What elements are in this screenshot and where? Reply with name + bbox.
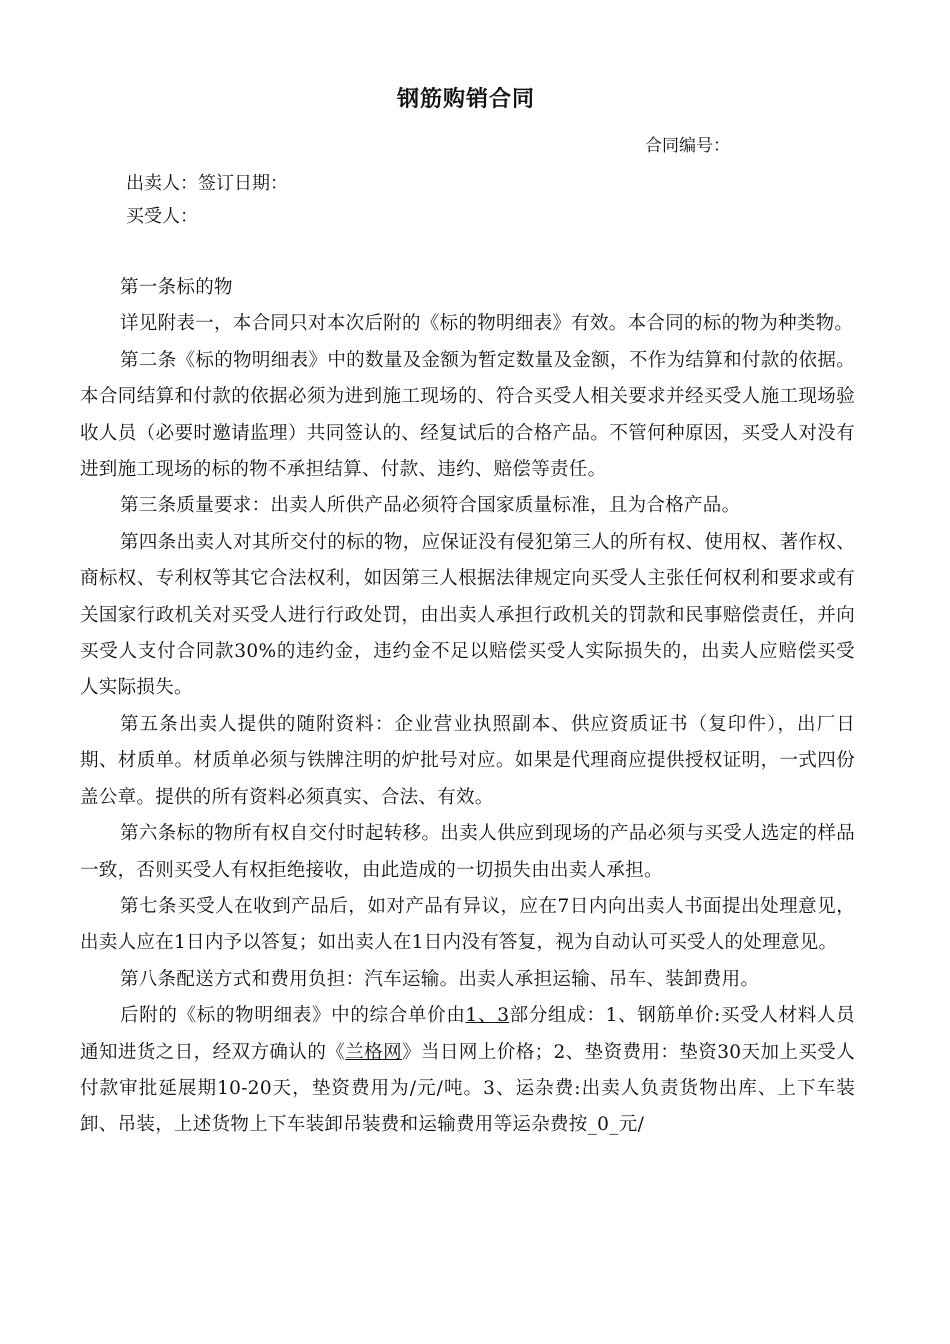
buyer-line: 买受人： (126, 206, 198, 227)
article-3-paragraph: 第三条质量要求：出卖人所供产品必须符合国家质量标准，且为合格产品。 (120, 495, 741, 517)
article-7-paragraph: 第七条买受人在收到产品后，如对产品有异议，应在7日内向出卖人书面提出处理意见，出卖人应在1日内予以答复；如出卖人在1日内没有答复，视为自动认可买受人的处理意见。 (80, 895, 855, 954)
article-8-paragraph: 第八条配送方式和费用负担：汽车运输。出卖人承担运输、吊车、装卸费用。 (120, 968, 760, 990)
price-site-underlined: 兰格网 (345, 1041, 403, 1063)
contract-body (80, 270, 855, 1144)
price-clause-text: 元/ (618, 1114, 645, 1136)
price-clause-paragraph (80, 998, 855, 1144)
price-clause-text: 部分组成：1、钢筋单价:买受人材料人员通知进货之日，经双方确认的《 (80, 1005, 855, 1063)
article-1-heading: 第一条标的物 (120, 277, 233, 298)
article-4-paragraph: 第四条出卖人对其所交付的标的物，应保证没有侵犯第三人的所有权、使用权、著作权、商标权、专利权等其它合法权利，如因第三人根据法律规定向买受人主张任何权利和要求或有关国家行政机关对买受人进行行政处罚，由出卖人承担行政机关的罚款和民事赔偿责任，并向买受人支付合同款30%的违约金，违约金不足以赔偿买受人实际损失的，出卖人应赔偿买受人实际损失。 (80, 531, 855, 699)
contract-number-label: 合同编号： (645, 136, 730, 156)
price-clause-text: 后附的《标的物明细表》中的综合单价由 (120, 1005, 466, 1027)
seller-line: 出卖人：签订日期： (126, 173, 288, 194)
article-1-paragraph: 详见附表一，本合同只对本次后附的《标的物明细表》有效。本合同的标的物为种类物。 (120, 313, 854, 335)
freight-value: _0_ (587, 1114, 619, 1136)
parts-range-underlined: 1、3 (465, 1005, 510, 1027)
document-title: 钢筋购销合同 (396, 87, 535, 112)
article-6-paragraph: 第六条标的物所有权自交付时起转移。出卖人供应到现场的产品必须与买受人选定的样品一致，否则买受人有权拒绝接收，由此造成的一切损失由出卖人承担。 (80, 823, 855, 881)
price-clause-text: 》当日网上价格；2、垫资费用：垫资30天加上买受人付款审批延展期10-20天，垫资费用为/元/吨。3、运杂费:出卖人负责货物出库、上下车装卸、吊装，上述货物上下车装卸吊装费和运输费用等运杂费按 (80, 1041, 856, 1136)
article-5-paragraph: 第五条出卖人提供的随附资料：企业营业执照副本、供应资质证书（复印件），出厂日期、材质单。材质单必须与铁牌注明的炉批号对应。如果是代理商应提供授权证明，一式四份盖公章。提供的所有资料必须真实、合法、有效。 (80, 713, 855, 808)
article-2-paragraph: 第二条《标的物明细表》中的数量及金额为暂定数量及金额，不作为结算和付款的依据。本合同结算和付款的依据必须为进到施工现场的、符合买受人相关要求并经买受人施工现场验收人员（必要时邀请监理）共同签认的、经复试后的合格产品。不管何种原因，买受人对没有进到施工现场的标的物不承担结算、付款、违约、赔偿等责任。 (80, 349, 855, 481)
